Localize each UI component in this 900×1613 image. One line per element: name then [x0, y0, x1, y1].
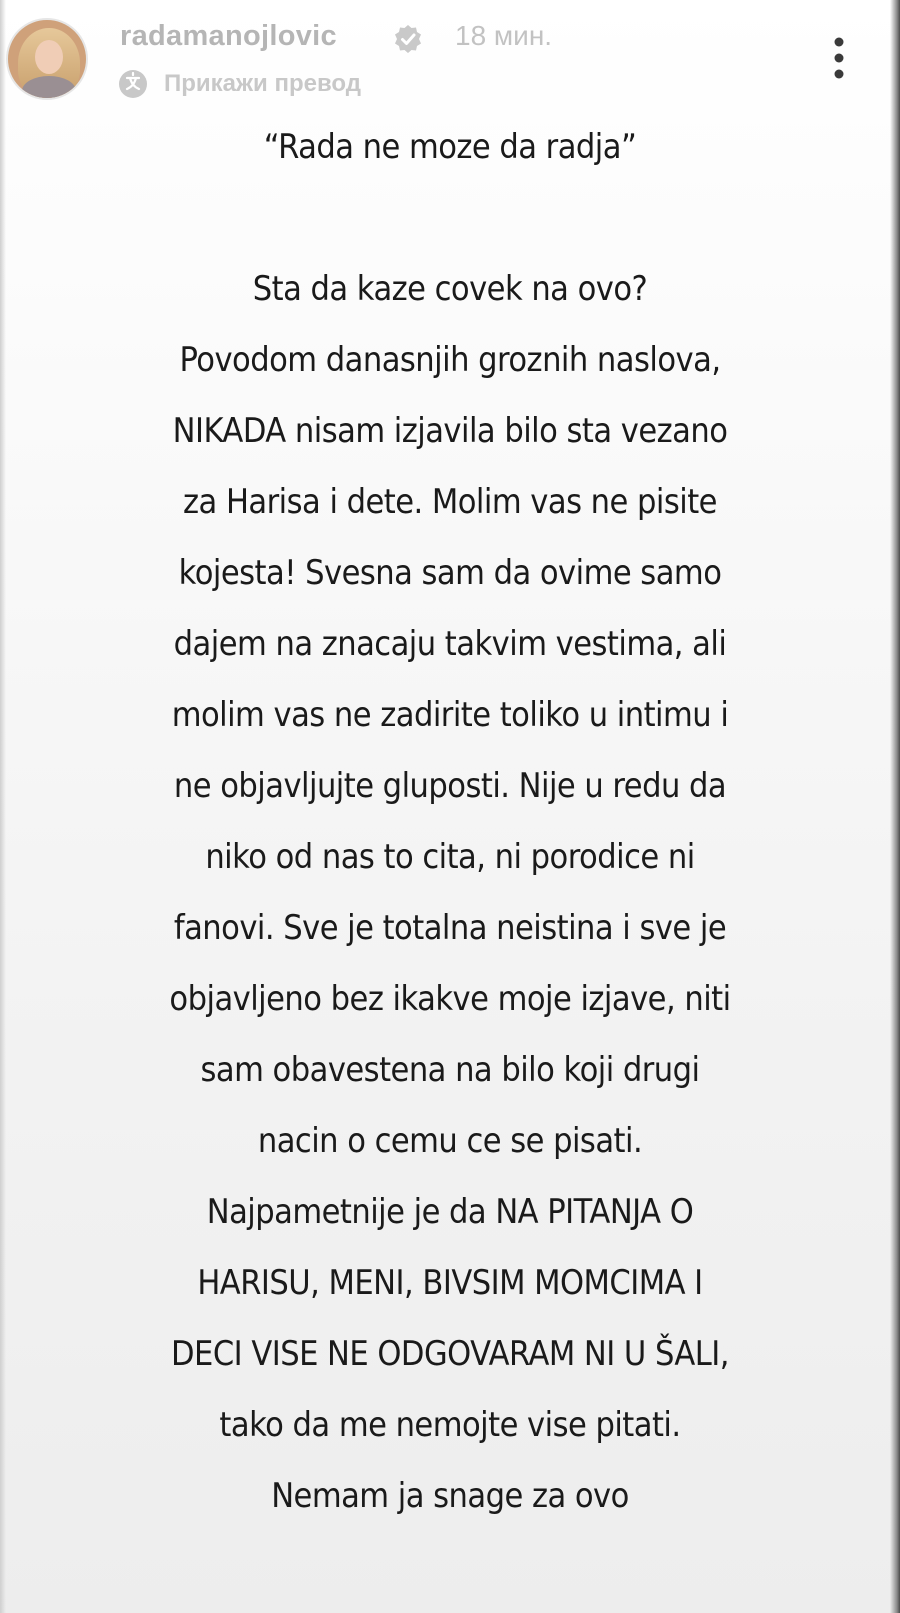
story-text-block	[81, 112, 819, 1532]
left-edge-shadow	[0, 0, 6, 1613]
blank-line	[81, 183, 819, 254]
verified-badge-icon	[393, 24, 423, 54]
story-line: Najpametnije je da NA PITANJA O	[206, 1192, 694, 1232]
story-line: Sta da kaze covek na ovo?	[252, 269, 648, 309]
more-vertical-icon[interactable]	[826, 36, 852, 80]
story-line: Povodom danasnjih groznih naslova,	[179, 340, 721, 380]
story-line: molim vas ne zadirite toliko u intimu i	[171, 695, 729, 735]
show-translation-button[interactable]	[118, 68, 361, 100]
right-edge-shadow	[890, 0, 900, 1613]
story-line: Nemam ja snage za ovo	[271, 1476, 629, 1516]
story-line: ne objavljujte gluposti. Nije u redu da	[173, 766, 727, 806]
show-translation-label: Прикажи превод	[164, 70, 361, 97]
story-line: za Harisa i dete. Molim vas ne pisite	[183, 482, 717, 522]
profile-avatar[interactable]	[6, 18, 88, 100]
story-line: niko od nas to cita, ni porodice ni	[205, 837, 695, 877]
story-line: sam obavestena na bilo koji drugi	[200, 1050, 700, 1090]
story-title: “Rada ne moze da radja”	[263, 127, 637, 167]
story-timestamp: 18 мин.	[455, 20, 553, 51]
avatar-face	[35, 40, 63, 74]
story-line: kojesta! Svesna sam da ovime samo	[178, 553, 722, 593]
story-line: dajem na znacaju takvim vestima, ali	[173, 624, 727, 664]
story-header	[0, 0, 900, 110]
story-line: objavljeno bez ikakve moje izjave, niti	[169, 979, 731, 1019]
story-line: nacin o cemu ce se pisati.	[257, 1121, 643, 1161]
story-line: NIKADA nisam izjavila bilo sta vezano	[172, 411, 728, 451]
story-line: HARISU, MENI, BIVSIM MOMCIMA I	[197, 1263, 703, 1303]
story-line: tako da me nemojte vise pitati.	[219, 1405, 681, 1445]
avatar-body	[22, 76, 76, 100]
story-line: DECI VISE NE ODGOVARAM NI U ŠALI,	[171, 1334, 729, 1374]
translate-icon	[118, 69, 148, 99]
story-line: fanovi. Sve je totalna neistina i sve je	[173, 908, 727, 948]
username-link[interactable]: radamanojlovic	[120, 20, 337, 52]
